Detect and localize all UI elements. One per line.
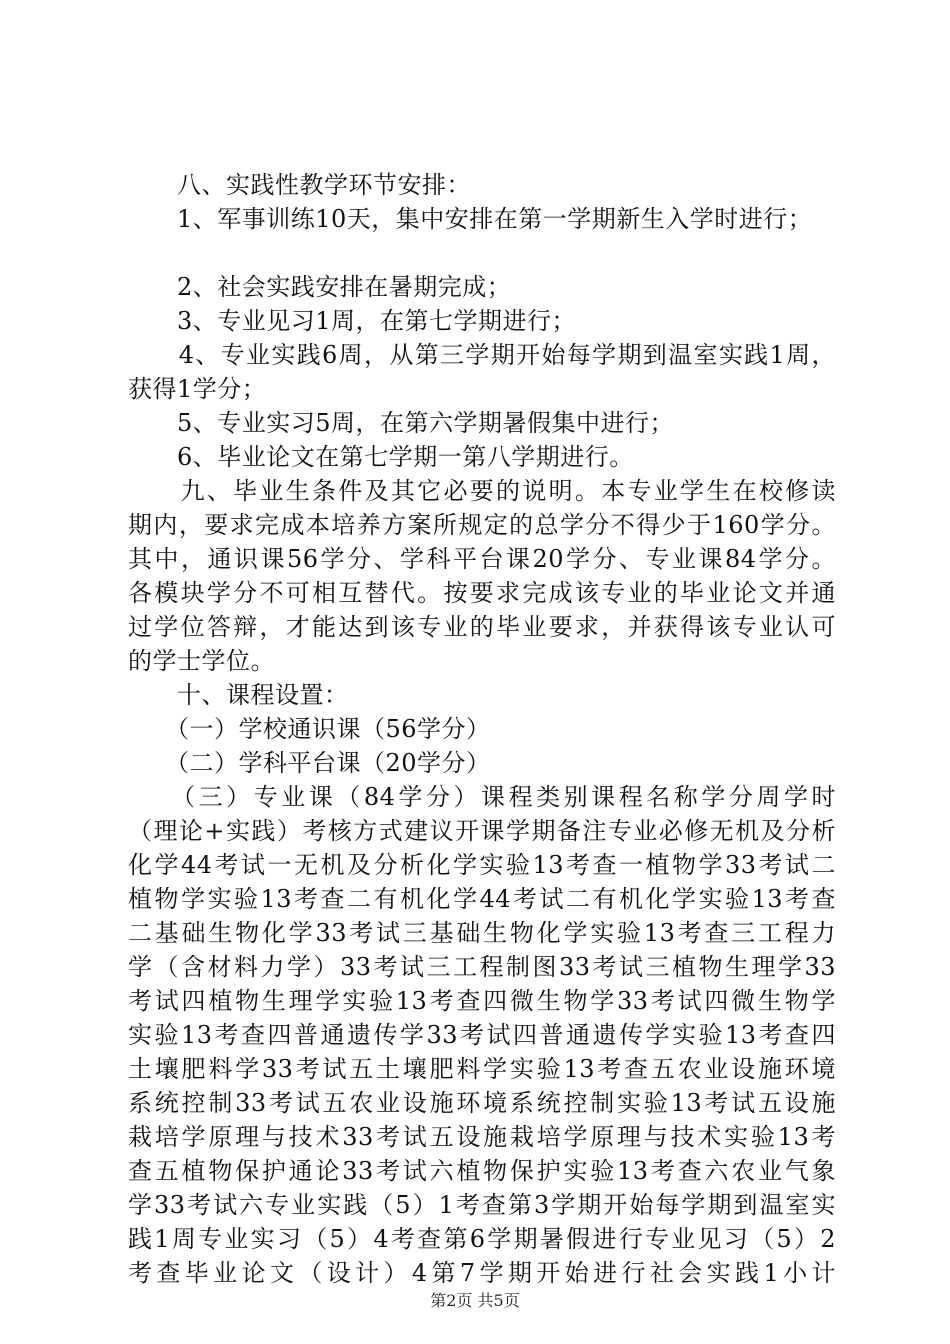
text-line: 的学士学位。 xyxy=(128,647,275,675)
text-line: 4、专业实践6周，从第三学期开始每学期到温室实践1周， xyxy=(128,341,836,369)
text-line: 考查毕业论文（设计）4第7学期开始进行社会实践1小计 xyxy=(128,1259,836,1287)
page-footer: 第2页 共5页 xyxy=(430,1291,520,1310)
text-line: （二）学科平台课（20学分） xyxy=(128,749,491,777)
text-line: 5、专业实习5周，在第六学期暑假集中进行； xyxy=(128,409,675,437)
text-line: 十、课程设置： xyxy=(128,681,349,709)
text-line: 期内，要求完成本培养方案所规定的总学分不得少于160学分。 xyxy=(128,511,836,539)
text-line: 土壤肥料学33考试五土壤肥料学实验13考查五农业设施环境 xyxy=(128,1055,836,1083)
text-line: 1、军事训练10天，集中安排在第一学期新生入学时进行； xyxy=(128,205,813,233)
document-body xyxy=(128,168,836,1290)
text-line: 3、专业见习1周，在第七学期进行； xyxy=(128,307,577,335)
text-line: （三）专业课（84学分）课程类别课程名称学分周学时 xyxy=(128,783,836,811)
text-line: 获得1学分； xyxy=(128,375,267,403)
text-line: 植物学实验13考查二有机化学44考试二有机化学实验13考查 xyxy=(128,885,836,913)
text-line: 查五植物保护通论33考试六植物保护实验13考查六农业气象 xyxy=(128,1157,836,1185)
text-line: 各模块学分不可相互替代。按要求完成该专业的毕业论文并通 xyxy=(128,579,836,607)
text-line: 学33考试六专业实践（5）1考查第3学期开始每学期到温室实 xyxy=(128,1191,836,1219)
text-line: 二基础生物化学33考试三基础生物化学实验13考查三工程力 xyxy=(128,919,836,947)
text-line: 其中，通识课56学分、学科平台课20学分、专业课84学分。 xyxy=(128,545,836,573)
text-line: 九、毕业生条件及其它必要的说明。本专业学生在校修读 xyxy=(128,477,836,505)
text-line: 过学位答辩，才能达到该专业的毕业要求，并获得该专业认可 xyxy=(128,613,836,641)
text-line: 2、社会实践安排在暑期完成； xyxy=(128,273,512,301)
text-line: 栽培学原理与技术33考试五设施栽培学原理与技术实验13考 xyxy=(128,1123,836,1151)
text-line: 6、毕业论文在第七学期一第八学期进行。 xyxy=(128,443,634,471)
text-line: （一）学校通识课（56学分） xyxy=(128,715,491,743)
text-line: 考试四植物生理学实验13考查四微生物学33考试四微生物学 xyxy=(128,987,836,1015)
text-line: （理论+实践）考核方式建议开课学期备注专业必修无机及分析 xyxy=(128,817,836,845)
text-line: 实验13考查四普通遗传学33考试四普通遗传学实验13考查四 xyxy=(128,1021,836,1049)
text-line: 践1周专业实习（5）4考查第6学期暑假进行专业见习（5）2 xyxy=(128,1225,836,1253)
text-line: 学（含材料力学）33考试三工程制图33考试三植物生理学33 xyxy=(128,953,836,981)
text-line: 八、实践性教学环节安排： xyxy=(128,171,471,199)
blank-line xyxy=(128,236,836,270)
text-line: 化学44考试一无机及分析化学实验13考查一植物学33考试二 xyxy=(128,851,836,879)
text-line: 系统控制33考试五农业设施环境系统控制实验13考试五设施 xyxy=(128,1089,836,1117)
